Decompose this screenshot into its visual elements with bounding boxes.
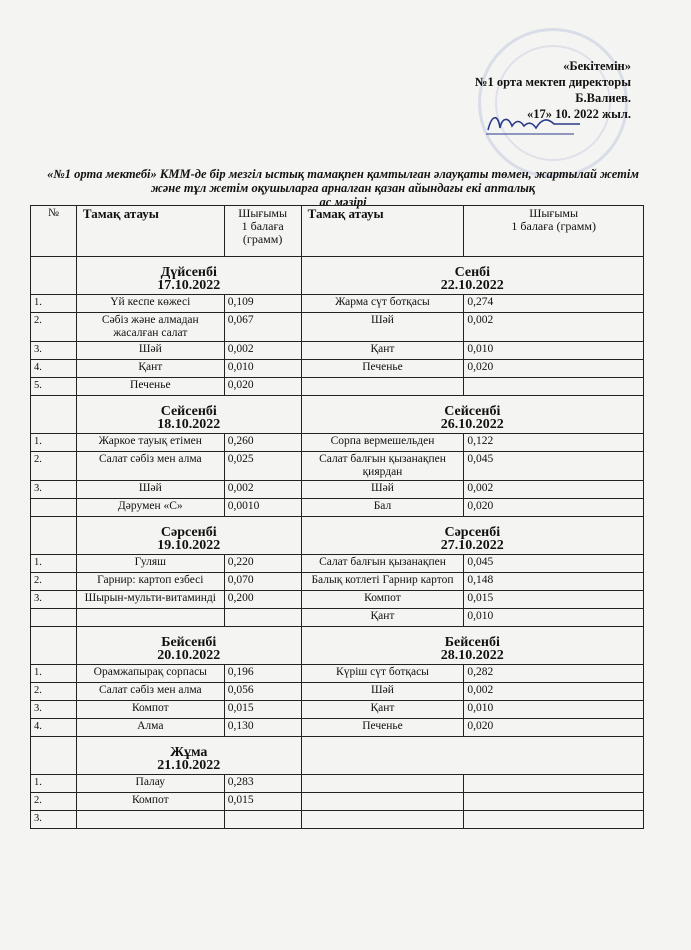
- day-left-date: 19.10.2022: [157, 538, 221, 553]
- day-right-date: 28.10.2022: [440, 648, 504, 663]
- table-row: [31, 481, 644, 499]
- output-right: [464, 378, 644, 396]
- row-num: 1.: [31, 665, 77, 683]
- dish-left: Алма: [76, 719, 224, 737]
- section-tue: [31, 396, 644, 517]
- dish-right: Күріш сүт ботқасы: [301, 665, 464, 683]
- row-num: 4.: [31, 360, 77, 378]
- day-num-cell: [31, 627, 77, 665]
- day-right-name: Бейсенбі: [444, 635, 500, 650]
- day-num-cell: [31, 737, 77, 775]
- table-row: [31, 452, 644, 481]
- dish-left: Жаркое тауық етімен: [76, 434, 224, 452]
- dish-right: Печенье: [301, 360, 464, 378]
- dish-right: Қант: [301, 342, 464, 360]
- table-row: [31, 665, 644, 683]
- row-num: 2.: [31, 452, 77, 481]
- output-left: 0,020: [224, 378, 301, 396]
- table-row: [31, 701, 644, 719]
- dish-left: Компот: [76, 793, 224, 811]
- day-right-name: Сәрсенбі: [444, 525, 501, 540]
- dish-right: Шәй: [301, 481, 464, 499]
- output-left: [224, 811, 301, 829]
- output-left: 0,002: [224, 481, 301, 499]
- output-right: 0,010: [464, 609, 644, 627]
- output-right: 0,020: [464, 719, 644, 737]
- output-left: 0,109: [224, 295, 301, 313]
- table-row: [31, 573, 644, 591]
- day-right: [301, 396, 643, 434]
- output-left: 0,200: [224, 591, 301, 609]
- day-num-cell: [31, 257, 77, 295]
- output-right: 0,020: [464, 360, 644, 378]
- table-row: [31, 360, 644, 378]
- row-num: 3.: [31, 342, 77, 360]
- row-num: 3.: [31, 811, 77, 829]
- output-left: 0,067: [224, 313, 301, 342]
- day-left: [76, 627, 301, 665]
- day-left: [76, 737, 301, 775]
- dish-right: [301, 811, 464, 829]
- dish-right: [301, 378, 464, 396]
- day-right: [301, 257, 643, 295]
- output-left: 0,260: [224, 434, 301, 452]
- day-left-date: 18.10.2022: [157, 417, 221, 432]
- dish-right: Шәй: [301, 683, 464, 701]
- header-num: №: [31, 206, 77, 257]
- output-right: 0,274: [464, 295, 644, 313]
- dish-right: Жарма сүт ботқасы: [301, 295, 464, 313]
- table-row: [31, 342, 644, 360]
- day-right: [301, 627, 643, 665]
- approval-heading: «Бекітемін»: [563, 59, 631, 73]
- header-name-left: Тамақ атауы: [76, 206, 224, 257]
- day-right-name: Сейсенбі: [444, 404, 501, 419]
- row-num: [31, 609, 77, 627]
- table-row: [31, 499, 644, 517]
- section-thu: [31, 627, 644, 737]
- output-right: 0,010: [464, 701, 644, 719]
- output-left: 0,070: [224, 573, 301, 591]
- dish-right: [301, 775, 464, 793]
- header-output-left-3: (грамм): [242, 232, 283, 246]
- dish-left: Компот: [76, 701, 224, 719]
- day-header-row: [31, 517, 644, 555]
- output-right: 0,282: [464, 665, 644, 683]
- output-left: 0,025: [224, 452, 301, 481]
- day-left-date: 20.10.2022: [157, 648, 221, 663]
- output-left: 0,0010: [224, 499, 301, 517]
- output-right: 0,002: [464, 481, 644, 499]
- header-output-left-2: 1 балаға: [241, 219, 284, 233]
- output-right: 0,122: [464, 434, 644, 452]
- dish-left: Орамжапырақ сорпасы: [76, 665, 224, 683]
- table-row: [31, 555, 644, 573]
- day-left: [76, 396, 301, 434]
- dish-right: Бал: [301, 499, 464, 517]
- table-row: [31, 609, 644, 627]
- table-row: [31, 793, 644, 811]
- dish-left: Шырын-мульти-витаминді: [76, 591, 224, 609]
- row-num: [31, 499, 77, 517]
- table-row: [31, 313, 644, 342]
- row-num: 2.: [31, 683, 77, 701]
- dish-left: Шәй: [76, 481, 224, 499]
- row-num: 2.: [31, 313, 77, 342]
- row-num: 2.: [31, 573, 77, 591]
- day-left-name: Жұма: [170, 745, 208, 760]
- dish-right: Шәй: [301, 313, 464, 342]
- dish-left: [76, 609, 224, 627]
- row-num: 4.: [31, 719, 77, 737]
- table-row: [31, 811, 644, 829]
- day-header-row: [31, 396, 644, 434]
- output-right: 0,002: [464, 313, 644, 342]
- table-row: [31, 775, 644, 793]
- output-left: 0,015: [224, 701, 301, 719]
- dish-right: Компот: [301, 591, 464, 609]
- dish-left: Үй кеспе көжесі: [76, 295, 224, 313]
- dish-left: Қант: [76, 360, 224, 378]
- dish-right: Қант: [301, 701, 464, 719]
- output-right: 0,148: [464, 573, 644, 591]
- dish-left: Гарнир: картоп езбесі: [76, 573, 224, 591]
- day-left-name: Дүйсенбі: [160, 265, 217, 280]
- day-left-date: 17.10.2022: [157, 278, 221, 293]
- header-output-right-2: 1 балаға (грамм): [511, 219, 596, 233]
- dish-left: Сәбіз және алмадан жасалған салат: [76, 313, 224, 342]
- output-right: 0,015: [464, 591, 644, 609]
- output-left: 0,196: [224, 665, 301, 683]
- day-right-empty: [301, 737, 643, 775]
- output-right: 0,020: [464, 499, 644, 517]
- output-right: 0,010: [464, 342, 644, 360]
- dish-right: Балық котлеті Гарнир картоп: [301, 573, 464, 591]
- section-wed: [31, 517, 644, 627]
- day-header-row: [31, 737, 644, 775]
- day-left-name: Бейсенбі: [161, 635, 217, 650]
- output-left: [224, 609, 301, 627]
- header-output-left: [224, 206, 301, 257]
- row-num: 1.: [31, 775, 77, 793]
- output-right: 0,045: [464, 555, 644, 573]
- output-left: 0,002: [224, 342, 301, 360]
- row-num: 3.: [31, 481, 77, 499]
- table-row: [31, 591, 644, 609]
- dish-left: Шәй: [76, 342, 224, 360]
- dish-left: Палау: [76, 775, 224, 793]
- approval-position: №1 орта мектеп директоры: [474, 75, 631, 89]
- header-name-right: Тамақ атауы: [301, 206, 464, 257]
- output-right: [464, 811, 644, 829]
- section-mon: [31, 257, 644, 396]
- output-right: 0,045: [464, 452, 644, 481]
- dish-left: Салат сәбіз мен алма: [76, 452, 224, 481]
- day-left-date: 21.10.2022: [157, 758, 221, 773]
- row-num: 1.: [31, 295, 77, 313]
- dish-right: Салат балғын қызанақпен: [301, 555, 464, 573]
- table-row: [31, 295, 644, 313]
- section-fri: [31, 737, 644, 829]
- approval-block: [391, 58, 631, 122]
- dish-right: Салат балғын қызанақпен қиярдан: [301, 452, 464, 481]
- title-line-3: ас мәзірі: [319, 195, 367, 209]
- menu-table: [30, 205, 644, 829]
- output-right: [464, 775, 644, 793]
- output-left: 0,015: [224, 793, 301, 811]
- day-right-date: 27.10.2022: [440, 538, 504, 553]
- dish-left: Дәрумен «С»: [76, 499, 224, 517]
- row-num: 2.: [31, 793, 77, 811]
- title-line-1: «№1 орта мектебі» КММ-де бір мезгіл ыстық тамақпен қамтылған әлауқаты төмен, жартылай жетім: [47, 167, 639, 181]
- row-num: 3.: [31, 701, 77, 719]
- day-left-name: Сәрсенбі: [160, 525, 217, 540]
- dish-left: Печенье: [76, 378, 224, 396]
- table-row: [31, 683, 644, 701]
- day-left: [76, 257, 301, 295]
- day-right-date: 22.10.2022: [440, 278, 504, 293]
- day-left-name: Сейсенбі: [160, 404, 217, 419]
- day-right: [301, 517, 643, 555]
- day-num-cell: [31, 517, 77, 555]
- output-right: 0,002: [464, 683, 644, 701]
- output-right: [464, 793, 644, 811]
- header-output-right: [464, 206, 644, 257]
- table-row: [31, 434, 644, 452]
- dish-right: Сорпа вермешельден: [301, 434, 464, 452]
- output-left: 0,056: [224, 683, 301, 701]
- table-row: [31, 719, 644, 737]
- row-num: 5.: [31, 378, 77, 396]
- day-right-date: 26.10.2022: [440, 417, 504, 432]
- row-num: 3.: [31, 591, 77, 609]
- approval-name: Б.Валиев.: [575, 91, 631, 105]
- header-output-left-1: Шығымы: [238, 206, 288, 220]
- approval-date: «17» 10. 2022 жыл.: [527, 107, 631, 121]
- output-left: 0,130: [224, 719, 301, 737]
- dish-right: [301, 793, 464, 811]
- table-row: [31, 378, 644, 396]
- output-left: 0,010: [224, 360, 301, 378]
- day-num-cell: [31, 396, 77, 434]
- dish-left: Салат сәбіз мен алма: [76, 683, 224, 701]
- document-title: [38, 167, 648, 209]
- row-num: 1.: [31, 555, 77, 573]
- dish-left: Гуляш: [76, 555, 224, 573]
- day-header-row: [31, 257, 644, 295]
- dish-right: Қант: [301, 609, 464, 627]
- day-header-row: [31, 627, 644, 665]
- output-left: 0,220: [224, 555, 301, 573]
- table-header-row: [31, 206, 644, 257]
- header-output-right-1: Шығымы: [529, 206, 579, 220]
- dish-left: [76, 811, 224, 829]
- output-left: 0,283: [224, 775, 301, 793]
- day-right-name: Сенбі: [454, 265, 491, 280]
- dish-right: Печенье: [301, 719, 464, 737]
- title-line-2: және тұл жетім оқушыларға арналған қазан айындағы екі апталық: [150, 181, 536, 195]
- row-num: 1.: [31, 434, 77, 452]
- day-left: [76, 517, 301, 555]
